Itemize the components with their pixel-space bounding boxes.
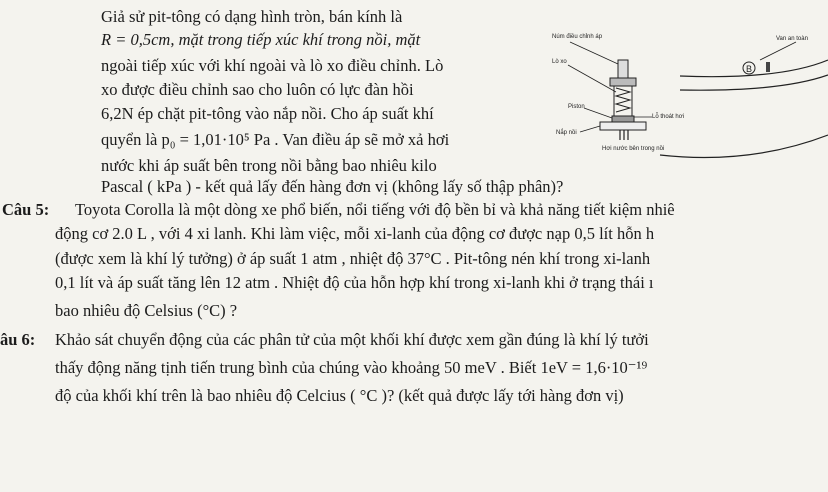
label-letter-b: B (746, 64, 753, 74)
q5-line-5: bao nhiêu độ Celsius (°C) ? (55, 301, 238, 320)
lid-curve-upper (680, 60, 828, 77)
valve-walls (614, 86, 632, 120)
q6-line-2: thấy động năng tịnh tiến trung bình của chúng vào khoảng 50 meV . Biết 1eV = 1,6·10⁻¹⁹ (55, 358, 648, 377)
q6-label: âu 6: (0, 330, 36, 349)
piston-shape (612, 116, 634, 122)
label-spring: Lò xo (552, 59, 567, 65)
pressure-cooker-diagram (540, 20, 828, 190)
q4-line-6: quyển là p₀ = 1,01·10⁵ Pa . Van điều áp sẽ mở xả hơi (101, 130, 450, 149)
lid-curve-middle (680, 75, 828, 90)
q4-line-2: R = 0,5cm, mặt trong tiếp xúc khí trong nồi, mặt (101, 30, 421, 49)
q4-line-7: nước khi áp suất bên trong nồi bằng bao nhiêu kilo (101, 156, 437, 175)
label-knob: Núm điều chỉnh áp (552, 34, 603, 40)
valve-b-body (766, 62, 770, 72)
q4-line-3: ngoài tiếp xúc với khí ngoài và lò xo điều chỉnh. Lò (101, 56, 444, 75)
label-hole: Lỗ thoát hơi (652, 114, 684, 120)
q6-line-3: độ của khối khí trên là bao nhiêu độ Celcius ( °C )? (kết quả được lấy tới hàng đơn vị) (55, 386, 624, 405)
q5-line-1: Toyota Corolla là một dòng xe phổ biến, nổi tiếng với độ bền bỉ và khả năng tiết kiệm nhiê (75, 200, 675, 219)
label-valve: Van an toàn (776, 36, 808, 42)
q4-line-8: Pascal ( kPa ) - kết quả lấy đến hàng đơn vị (không lấy số thập phân)? (101, 177, 564, 196)
knob-cap (610, 78, 636, 86)
q5-label: Câu 5: (2, 200, 50, 219)
steam-arrows (620, 130, 628, 140)
q4-line-1: Giả sử pit-tông có dạng hình tròn, bán kính là (101, 7, 403, 26)
q5-line-3: (được xem là khí lý tưởng) ở áp suất 1 atm , nhiệt độ 37°C . Pit-tông nén khí trong xi-lanh (55, 249, 651, 268)
spring-shape (616, 88, 630, 112)
label-lid: Nắp nồi (556, 130, 577, 136)
q4-line-5: 6,2N ép chặt pit-tông vào nắp nồi. Cho áp suất khí (101, 104, 434, 123)
q5-line-4: 0,1 lít và áp suất tăng lên 12 atm . Nhiệt độ của hỗn hợp khí trong xi-lanh khi ở trạng thái ı (55, 273, 654, 292)
lid-shape (600, 122, 646, 130)
q4-line-4: xo được điều chỉnh sao cho luôn có lực đàn hồi (101, 80, 414, 99)
q6-line-1: Khảo sát chuyển động của các phân tử của một khối khí được xem gần đúng là khí lý tưởi (55, 330, 649, 349)
q5-line-2: động cơ 2.0 L , với 4 xi lanh. Khi làm việc, mỗi xi-lanh của động cơ được nạp 0,5 lít hỗn h (55, 224, 655, 243)
label-steam: Hơi nước bên trong nồi (602, 146, 665, 152)
lid-curve-lower (660, 135, 828, 158)
knob-shape (618, 60, 628, 78)
label-piston: Piston (568, 104, 585, 110)
